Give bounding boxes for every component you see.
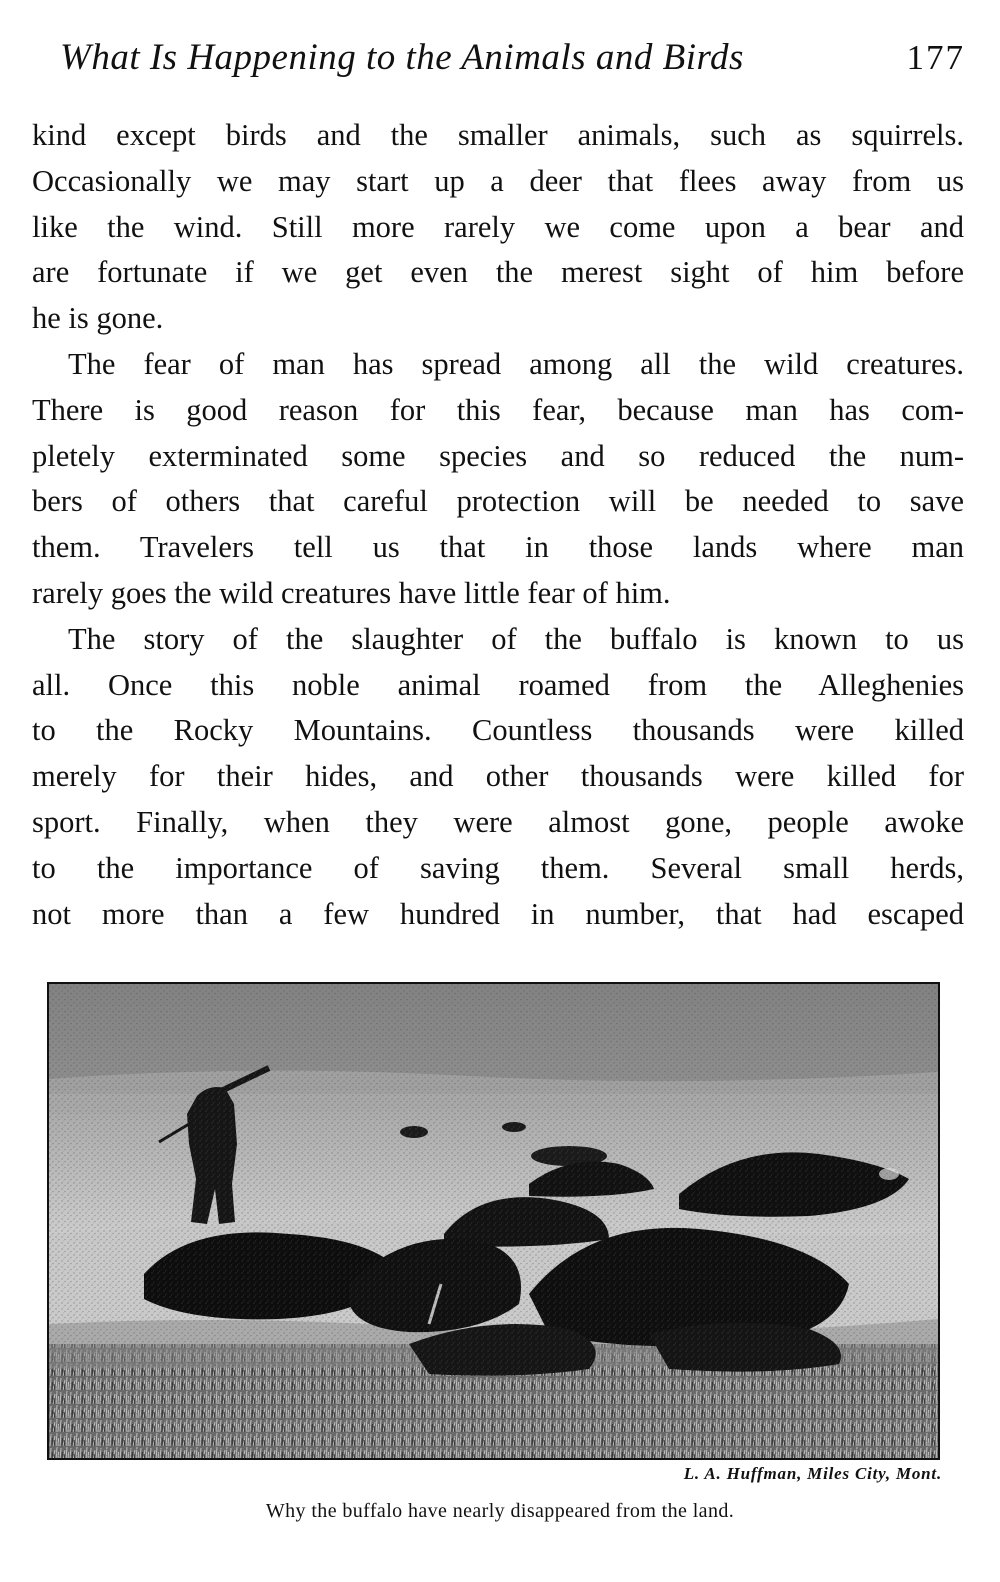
text-line: pletely exterminated some species and so reduced the num-	[32, 438, 964, 473]
text-line: all. Once this noble animal roamed from the Alleghenies	[32, 667, 964, 702]
running-title: What Is Happening to the Animals and Birds	[60, 37, 744, 78]
text-line: rarely goes the wild creatures have little fear of him.	[32, 575, 671, 610]
text-line: to the Rocky Mountains. Countless thousands were killed	[32, 713, 964, 748]
photo-credit: L. A. Huffman, Miles City, Mont.	[683, 1464, 942, 1483]
buffalo-photograph	[47, 982, 940, 1460]
text-line: merely for their hides, and other thousands were killed for	[32, 759, 964, 794]
text-line: he is gone.	[32, 301, 164, 336]
figure-caption: Why the buffalo have nearly disappeared from the land.	[265, 1500, 735, 1522]
photo-image	[49, 984, 938, 1458]
running-header	[60, 36, 965, 90]
text-line: The story of the slaughter of the buffalo is known to us	[68, 621, 964, 656]
text-line: There is good reason for this fear, because man has com-	[32, 392, 964, 427]
text-line: to the importance of saving them. Several small herds,	[32, 850, 964, 885]
text-line: sport. Finally, when they were almost gone, people awoke	[32, 804, 964, 839]
text-line: kind except birds and the smaller animals, such as squirrels.	[32, 118, 964, 152]
text-line: like the wind. Still more rarely we come upon a bear and	[32, 209, 964, 244]
text-line: are fortunate if we get even the merest sight of him before	[32, 255, 964, 290]
text-line: them. Travelers tell us that in those lands where man	[32, 530, 964, 565]
text-line: not more than a few hundred in number, that had escaped	[32, 896, 964, 931]
page-number: 177	[906, 38, 965, 77]
text-line: The fear of man has spread among all the wild creatures.	[68, 346, 964, 381]
text-line: Occasionally we may start up a deer that flees away from us	[32, 163, 964, 198]
body-text	[32, 113, 964, 937]
text-line: bers of others that careful protection will be needed to save	[32, 484, 964, 519]
